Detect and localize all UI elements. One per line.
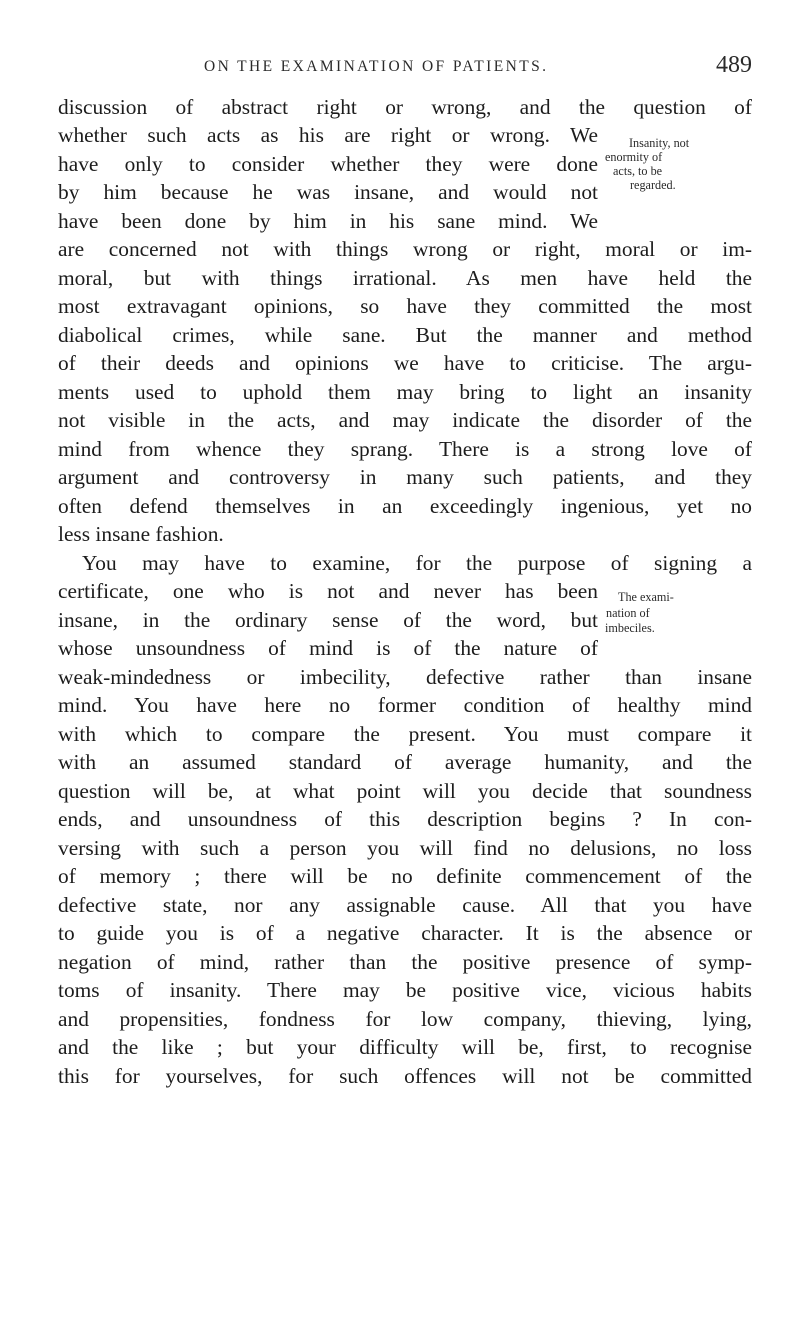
margin-note-line: acts, to be xyxy=(613,164,663,178)
margin-note-line: regarded. xyxy=(630,178,676,192)
text-line: have been done by him in his sane mind. We xyxy=(58,209,598,233)
text-line: with an assumed standard of average humanity, and the xyxy=(58,750,752,774)
text-line: are concerned not with things wrong or right, moral or im- xyxy=(58,237,752,261)
margin-note-line: imbeciles. xyxy=(605,621,655,635)
page-number: 489 xyxy=(716,52,752,78)
text-line: discussion of abstract right or wrong, and the question of xyxy=(58,95,752,119)
text-line: weak-mindedness or imbecility, defective rather than insane xyxy=(58,665,752,689)
text-line: mind. You have here no former condition of healthy mind xyxy=(58,693,752,717)
text-line: most extravagant opinions, so have they committed the most xyxy=(58,294,752,318)
text-line: and propensities, fondness for low company, thieving, lying, xyxy=(58,1007,752,1031)
page-header xyxy=(204,52,752,84)
text-line: ends, and unsoundness of this description begins ? In con- xyxy=(58,807,752,831)
margin-note-line: Insanity, not xyxy=(629,136,690,150)
text-line: of their deeds and opinions we have to criticise. The argu- xyxy=(58,351,752,375)
text-line: insane, in the ordinary sense of the word, but xyxy=(58,608,598,632)
text-line: not visible in the acts, and may indicate the disorder of the xyxy=(58,408,752,432)
text-line: mind from whence they sprang. There is a strong love of xyxy=(58,437,752,461)
text-line: moral, but with things irrational. As men have held the xyxy=(58,266,752,290)
text-line: often defend themselves in an exceedingly ingenious, yet no xyxy=(58,494,752,518)
text-line: diabolical crimes, while sane. But the manner and method xyxy=(58,323,752,347)
text-line: less insane fashion. xyxy=(58,522,224,546)
text-line: whose unsoundness of mind is of the nature of xyxy=(58,636,598,660)
text-line: argument and controversy in many such patients, and they xyxy=(58,465,752,489)
text-line: versing with such a person you will find no delusions, no loss xyxy=(58,836,752,860)
text-line: defective state, nor any assignable cause. All that you have xyxy=(58,893,752,917)
text-line: question will be, at what point will you decide that soundness xyxy=(58,779,752,803)
text-line: certificate, one who is not and never has been xyxy=(58,579,598,603)
text-line: whether such acts as his are right or wrong. We xyxy=(58,123,598,147)
text-line: and the like ; but your difficulty will be, first, to recognise xyxy=(58,1035,752,1059)
text-line: ments used to uphold them may bring to light an insanity xyxy=(58,380,752,404)
text-line: toms of insanity. There may be positive vice, vicious habits xyxy=(58,978,752,1002)
text-line: You may have to examine, for the purpose of signing a xyxy=(82,551,752,575)
running-head: ON THE EXAMINATION OF PATIENTS. xyxy=(204,58,549,75)
margin-note-line: enormity of xyxy=(605,150,663,164)
margin-note-line: nation of xyxy=(606,606,650,620)
text-line: have only to consider whether they were done xyxy=(58,152,598,176)
text-line: with which to compare the present. You must compare it xyxy=(58,722,752,746)
margin-note-line: The exami- xyxy=(618,590,674,604)
text-line: of memory ; there will be no definite commencement of the xyxy=(58,864,752,888)
text-line: this for yourselves, for such offences will not be committed xyxy=(58,1064,752,1088)
text-line: by him because he was insane, and would not xyxy=(58,180,598,204)
text-line: to guide you is of a negative character. It is the absence or xyxy=(58,921,752,945)
text-line: negation of mind, rather than the positive presence of symp- xyxy=(58,950,752,974)
